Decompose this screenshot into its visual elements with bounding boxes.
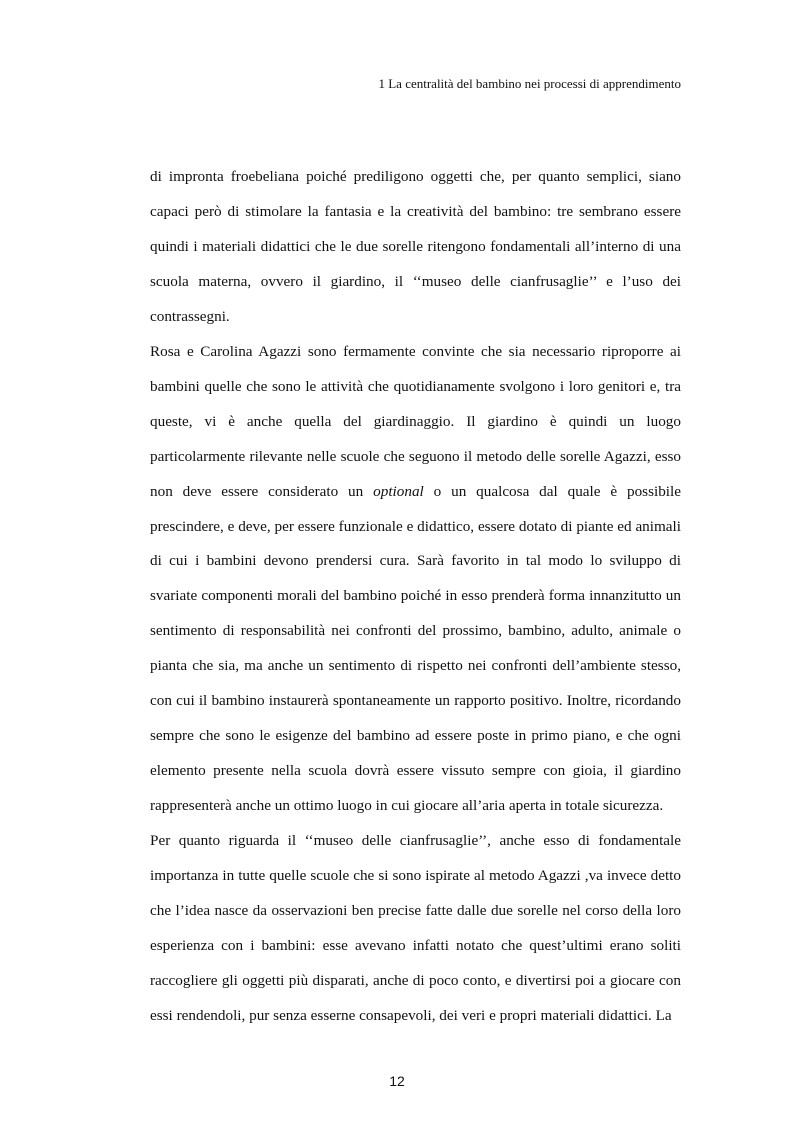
- paragraph-2-text-start: Rosa e Carolina Agazzi sono fermamente convinte che sia necessario riproporre ai bambini quelle che sono le attività che quotidianamente svolgono i loro genitori e, tra queste, vi è anche quella del giardinaggio. Il giardino è quindi un luogo particolarmente rilevante nelle scuole che seguono il metodo delle sorelle Agazzi, esso non deve essere considerato un: [150, 342, 681, 500]
- italic-term: optional: [373, 482, 424, 500]
- paragraph-2-text-end: o un qualcosa dal quale è possibile prescindere, e deve, per essere funzionale e didattico, essere dotato di piante ed animali di cui i bambini devono prendersi cura. Sarà favorito in tal modo lo sviluppo di svariate componenti morali del bambino poiché in esso prenderà forma innanzitutto un sentimento di responsabilità nei confronti del prossimo, bambino, adulto, animale o pianta che sia, ma anche un sentimento di rispetto nei confronti dell’ambiente stesso, con cui il bambino instaurerà spontaneamente un rapporto positivo. Inoltre, ricordando sempre che sono le esigenze del bambino ad essere poste in primo piano, e che ogni elemento presente nella scuola dovrà essere vissuto sempre con gioia, il giardino rappresenterà anche un ottimo luogo in cui giocare all’aria aperta in totale sicurezza.: [150, 482, 681, 815]
- paragraph-3: Per quanto riguarda il ‘‘museo delle cianfrusaglie’’, anche esso di fondamentale importanza in tutte quelle scuole che si sono ispirate al metodo Agazzi ,va invece detto che l’idea nasce da osservazioni ben precise fatte dalle due sorelle nel corso della loro esperienza con i bambini: esse avevano infatti notato che quest’ultimi erano soliti raccogliere gli oggetti più disparati, anche di poco conto, e divertirsi poi a giocare con essi rendendoli, pur senza esserne consapevoli, dei veri e propri materiali didattici. La: [150, 832, 681, 1024]
- paragraph-2: [150, 335, 681, 824]
- page-number: 12: [389, 1073, 405, 1089]
- body-text: [150, 160, 681, 1034]
- running-header: 1 La centralità del bambino nei processi di apprendimento: [378, 76, 681, 91]
- paragraph-1: di impronta froebeliana poiché prediligono oggetti che, per quanto semplici, siano capaci però di stimolare la fantasia e la creatività del bambino: tre sembrano essere quindi i materiali didattici che le due sorelle ritengono fondamentali all’interno di una scuola materna, ovvero il giardino, il ‘‘museo delle cianfrusaglie’’ e l’uso dei contrassegni.: [150, 168, 681, 325]
